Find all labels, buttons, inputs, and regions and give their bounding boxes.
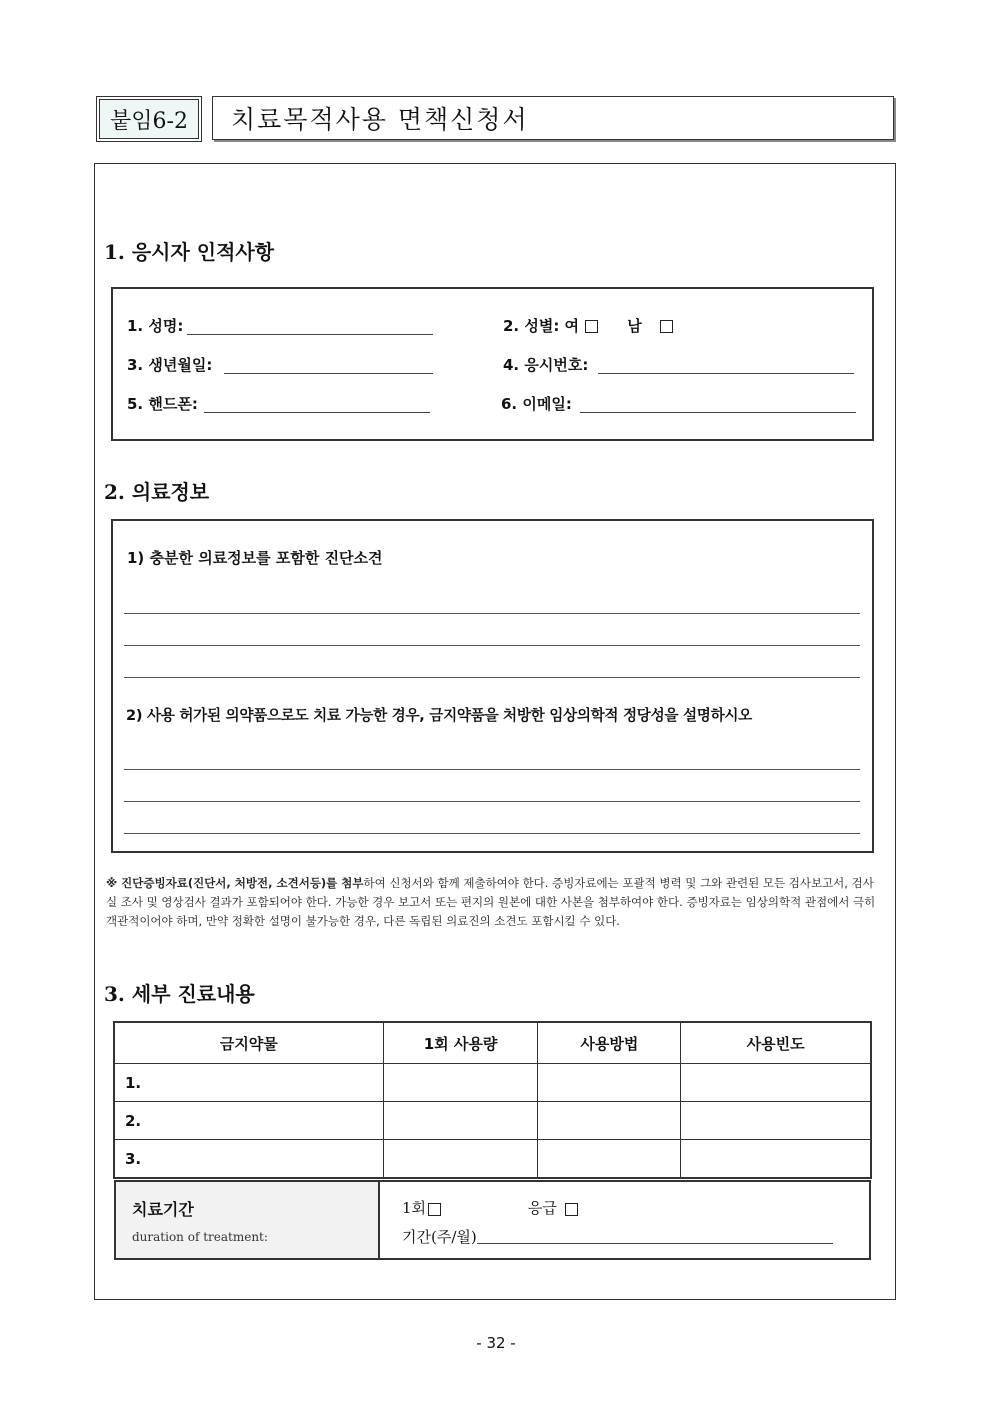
row-number[interactable]: 2. [115,1102,384,1140]
treatment-period-label-cell [116,1182,380,1258]
column-header-dose: 1회 사용량 [383,1023,538,1064]
email-label: 6. 이메일: [501,395,572,413]
treatment-period-box [114,1180,871,1260]
method-cell[interactable] [538,1102,681,1140]
page-number: - 32 - [476,1334,516,1352]
justification-line-1[interactable] [124,769,860,770]
title-text: 치료목적사용 면책신청서 [231,105,529,134]
table-row [115,1140,871,1178]
gender-field [503,315,673,336]
female-checkbox[interactable] [585,320,598,333]
column-header-drug: 금지약물 [115,1023,384,1064]
frequency-cell[interactable] [681,1064,871,1102]
diagnosis-line-2[interactable] [124,645,860,646]
frequency-cell[interactable] [681,1102,871,1140]
column-header-frequency: 사용빈도 [681,1023,871,1064]
phone-field[interactable] [204,412,430,413]
justification-line-2[interactable] [124,801,860,802]
gender-label: 2. 성별: 여 [503,317,580,335]
method-cell[interactable] [538,1140,681,1178]
frequency-cell[interactable] [681,1140,871,1178]
medical-info-box [111,519,874,853]
method-cell[interactable] [538,1064,681,1102]
justification-line-3[interactable] [124,833,860,834]
table-row [115,1064,871,1102]
evidence-note-bold: ※ 진단증빙자료(진단서, 처방전, 소견서등)를 첨부 [106,876,364,890]
attachment-tag: 붙임6-2 [96,96,202,142]
evidence-note [106,874,876,931]
duration-label: 기간(주/월) [402,1228,477,1246]
phone-label: 5. 핸드폰: [127,395,198,413]
row-number[interactable]: 1. [115,1064,384,1102]
evidence-note-text: 하여 신청서와 함께 제출하여야 한다. 증빙자료에는 포괄적 병력 및 그와 관련된 모든 검사보고서, 검사실 조사 및 영상검사 결과가 포함되어야 한다. 가능한 경우 보고서 또는 편지의 원본에 대한 사본을 첨부하여야 한다. 증빙자료는 임상의학적 관점에서 극히 객관적이어야 하며, 만약 정확한 설명이 불가능한 경우, 다른 독립된 의료진의 소견도 포함시킬 수 있다. [106,876,876,928]
diagnosis-question: 1) 충분한 의료정보를 포함한 진단소견 [127,549,383,567]
treatment-table [114,1022,871,1178]
once-checkbox[interactable] [428,1203,441,1216]
name-field[interactable] [187,334,433,335]
dose-cell[interactable] [383,1140,538,1178]
diagnosis-line-3[interactable] [124,677,860,678]
exam-number-field[interactable] [598,373,854,374]
emergency-checkbox[interactable] [565,1203,578,1216]
treatment-period-label: 치료기간 [132,1200,194,1219]
diagnosis-line-1[interactable] [124,613,860,614]
male-label: 남 [627,317,642,335]
birth-label: 3. 생년월일: [127,356,213,374]
exam-number-label: 4. 응시번호: [503,356,589,374]
email-field[interactable] [580,412,856,413]
page-title [212,96,894,140]
table-row [115,1102,871,1140]
column-header-method: 사용방법 [538,1023,681,1064]
dose-cell[interactable] [383,1102,538,1140]
row-number[interactable]: 3. [115,1140,384,1178]
dose-cell[interactable] [383,1064,538,1102]
justification-question: 2) 사용 허가된 의약품으로도 치료 가능한 경우, 금지약품을 처방한 임상의학적 정당성을 설명하시오 [126,707,752,724]
name-label: 1. 성명: [127,317,184,335]
male-checkbox[interactable] [660,320,673,333]
section2-heading: 2. 의료정보 [104,480,210,504]
emergency-label: 응급 [527,1199,557,1217]
section1-heading: 1. 응시자 인적사항 [104,240,275,264]
duration-field[interactable] [477,1243,833,1244]
table-header-row [115,1023,871,1064]
treatment-period-options [380,1182,869,1258]
birth-field[interactable] [224,373,433,374]
treatment-period-sublabel: duration of treatment: [132,1230,268,1244]
personal-info-box [111,287,874,441]
once-label: 1회 [402,1199,427,1217]
section3-heading: 3. 세부 진료내용 [104,982,255,1006]
